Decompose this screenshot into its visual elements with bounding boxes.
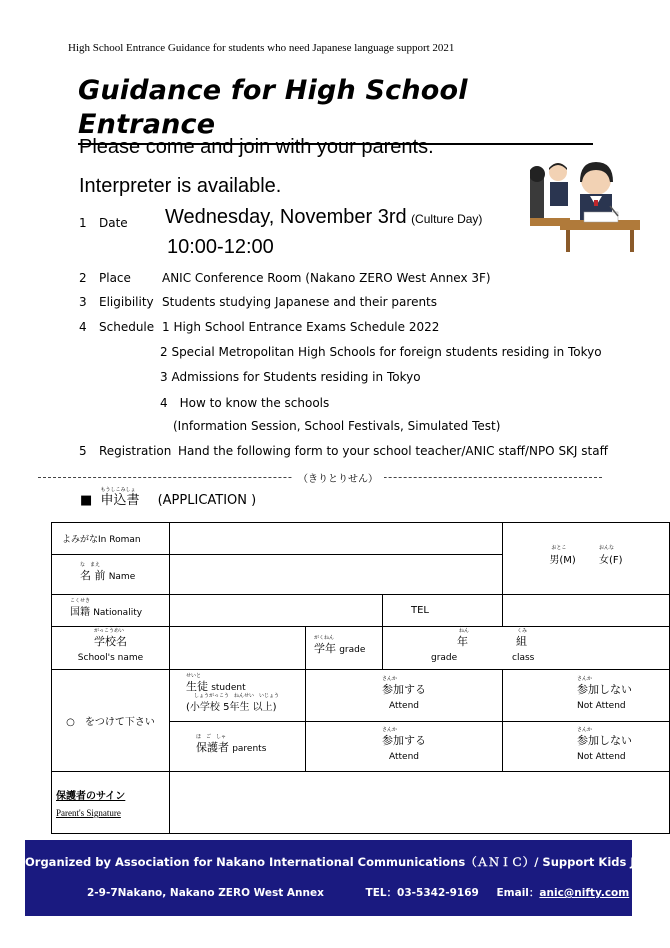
not-attend-ruby: さんか: [577, 675, 593, 682]
female-option[interactable]: 女(F): [599, 555, 623, 566]
place-value: ANIC Conference Room (Nakano ZERO West Annex 3F): [162, 271, 491, 285]
eligibility-value: Students studying Japanese and their parents: [162, 295, 438, 309]
attend-ruby: さんか: [382, 675, 398, 682]
date-label: Date: [99, 216, 128, 230]
yomigana-label: よみがなIn Roman: [62, 535, 141, 545]
school-label-en: School's name: [77, 653, 144, 663]
name-input[interactable]: [170, 555, 503, 595]
nationality-label-cell: [52, 595, 170, 627]
nen-ruby: ねん: [459, 628, 470, 634]
contact-line: [87, 885, 629, 900]
signature-input[interactable]: [170, 772, 670, 834]
student-label-cell: [170, 670, 306, 722]
circle-instruction-cell: [52, 670, 170, 772]
application-ruby: もうしこみしょ: [100, 487, 136, 493]
school-label-jp: 学校名: [94, 635, 127, 648]
grade-caption: grade: [431, 653, 458, 663]
square-bullet-icon: ■: [80, 493, 93, 508]
schedule-item: 2 Special Metropolitan High Schools for foreign students residing in Tokyo: [160, 345, 602, 359]
schedule-item: 3 Admissions for Students residing in Tokyo: [160, 370, 421, 384]
not-attend-label-jp: 参加しない: [577, 733, 632, 747]
kumi-ruby: くみ: [517, 628, 528, 634]
name-label-en: Name: [108, 571, 136, 582]
date-value: [165, 206, 482, 229]
not-attend-label-en: Not Attend: [577, 751, 626, 762]
schedule-item: 4 How to know the schools: [160, 396, 330, 410]
grade-label-jp: 学年: [314, 642, 336, 655]
student-label-en: student: [211, 683, 246, 693]
student-attend-option[interactable]: [306, 670, 503, 722]
tel-label: TEL: [411, 605, 429, 616]
signature-label-cell: [52, 772, 170, 834]
intro-line-2: Interpreter is available.: [79, 175, 282, 197]
student-label-jp: 生徒: [186, 680, 208, 693]
intro-line-1: Please come and join with your parents.: [79, 136, 434, 158]
registration-label: Registration: [99, 444, 172, 458]
schedule-number: 4: [79, 320, 87, 334]
application-heading: [80, 489, 256, 508]
student-mid-body: [550, 182, 568, 206]
schedule-label: Schedule: [99, 320, 155, 334]
not-attend-label-jp: 参加しない: [577, 682, 632, 696]
eligibility-label: Eligibility: [99, 295, 154, 309]
parent-label-en: parents: [232, 743, 267, 754]
name-label-cell: [52, 555, 170, 595]
yomigana-label-cell: [52, 523, 170, 555]
attend-label-jp: 参加する: [382, 733, 426, 747]
organizer-footer: [25, 840, 667, 916]
page-title: Guidance for High School Entrance: [78, 74, 593, 145]
signature-label-jp: 保護者のサイン: [56, 791, 126, 802]
name-ruby: な まえ: [80, 561, 101, 568]
email-label: Email：: [496, 887, 540, 899]
nationality-input[interactable]: [170, 595, 383, 627]
grade-label-cell: [306, 627, 383, 670]
email-link[interactable]: anic@nifty.com: [539, 887, 630, 899]
name-label-jp: 名 前: [80, 568, 106, 582]
class-caption: class: [512, 653, 535, 663]
subtitle: High School Entrance Guidance for students who need Japanese language support 2021: [68, 42, 455, 54]
place-label: Place: [99, 271, 131, 285]
signature-label-en: Parent's Signature: [56, 808, 121, 818]
registration-value: Hand the following form to your school teacher/ANIC staff/NPO SKJ staff: [178, 444, 608, 458]
student-ruby: せいと: [186, 673, 202, 679]
kumi-label: 組: [516, 635, 527, 648]
address: 2-9-7Nakano, Nakano ZERO West Annex: [87, 887, 324, 899]
school-ruby: がっこうめい: [94, 628, 125, 634]
test-paper: [584, 212, 618, 222]
not-attend-ruby: さんか: [577, 726, 593, 733]
schedule-item: 1 High School Entrance Exams Schedule 2022: [162, 320, 440, 334]
place-number: 2: [79, 271, 87, 285]
cut-line-label: （きりとりせん）: [292, 470, 384, 485]
male-ruby: おとこ: [551, 545, 567, 551]
student-sub-ruby: しょうがっこう ねんせい いじょう: [194, 693, 280, 699]
nationality-label-en: Nationality: [93, 608, 143, 618]
date-note: (Culture Day): [411, 212, 483, 226]
students-illustration: [530, 160, 642, 255]
date-number: 1: [79, 216, 87, 230]
registration-number: 5: [79, 444, 87, 458]
school-label-cell: [52, 627, 170, 670]
school-input[interactable]: [170, 627, 306, 670]
application-form: [51, 522, 670, 834]
date-day: Wednesday, November 3rd: [165, 206, 407, 228]
attend-label-en: Attend: [388, 700, 419, 711]
nationality-ruby: こくせき: [70, 598, 91, 604]
nen-label: 年: [457, 635, 468, 648]
tel-input[interactable]: [503, 595, 670, 627]
date-time: 10:00-12:00: [167, 236, 274, 258]
application-heading-en: (APPLICATION ): [157, 493, 257, 508]
parent-attend-option[interactable]: [306, 722, 503, 772]
female-ruby: おんな: [599, 545, 615, 551]
schedule-item: (Information Session, School Festivals, Simulated Test): [173, 419, 501, 433]
telephone: TEL：03-5342-9169: [365, 887, 479, 899]
grade-label-en: grade: [339, 645, 366, 655]
not-attend-label-en: Not Attend: [577, 700, 626, 711]
student-sub-label: (小学校 5年生 以上): [186, 702, 277, 713]
attend-label-jp: 参加する: [382, 682, 426, 696]
eligibility-number: 3: [79, 295, 87, 309]
application-heading-jp: 申込書: [100, 493, 140, 508]
grade-class-input[interactable]: [383, 627, 670, 670]
parent-ruby: ほ ご しゃ: [196, 733, 227, 740]
tel-label-cell: [383, 595, 503, 627]
parent-not-attend-option[interactable]: [503, 722, 670, 772]
parent-label-jp: 保護者: [196, 740, 229, 754]
parent-label-cell: [170, 722, 306, 772]
yomigana-input[interactable]: [170, 523, 503, 555]
attend-label-en: Attend: [388, 751, 419, 762]
organizer-line: Organized by Association for Nakano International Communications（ＡＮＩＣ）/ Support Kids Japan: [25, 855, 667, 869]
gender-cell[interactable]: [503, 523, 670, 595]
male-option[interactable]: 男(M): [549, 555, 576, 566]
nationality-label-jp: 国籍: [70, 607, 90, 618]
attend-ruby: さんか: [382, 726, 398, 733]
circle-instruction: ○ をつけて下さい: [66, 717, 155, 728]
grade-ruby: がくねん: [314, 635, 335, 641]
student-not-attend-option[interactable]: [503, 670, 670, 722]
